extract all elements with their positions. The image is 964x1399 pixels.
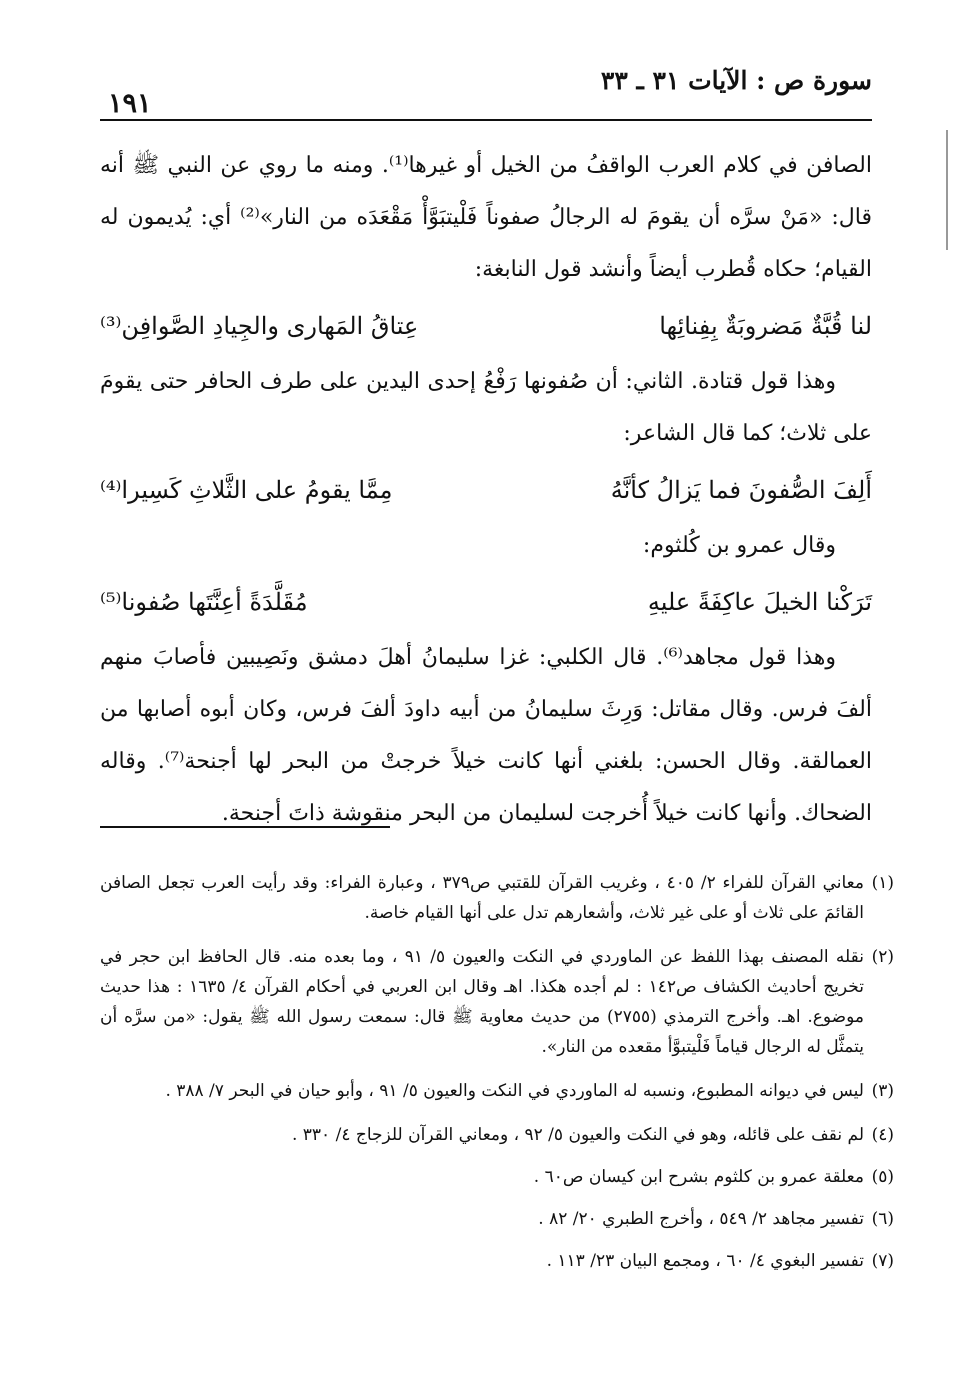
verse-2	[100, 460, 872, 520]
footnote-1	[100, 868, 894, 928]
footnote-number: (١)	[871, 873, 894, 893]
margin-scan-mark	[946, 130, 948, 250]
verse-1	[100, 296, 872, 356]
running-header	[100, 60, 872, 119]
footnote-6	[100, 1204, 894, 1234]
header-rule	[100, 119, 872, 121]
footnote-text: تفسير مجاهد ٢/ ٥٤٩ ، وأخرج الطبري ٢٠/ ٨٢ .	[538, 1209, 864, 1229]
footnote-number: (٥)	[871, 1167, 894, 1187]
verse-1-first-hemistich: لنا قُبَّةٌ مَضروبَةٌ بِفِنائِها	[659, 312, 872, 340]
verse-1-second-hemistich: عِتاقُ المَهارى والجِيادِ الصَّوافِن⁽³⁾	[100, 312, 419, 340]
footnote-5	[100, 1162, 894, 1192]
footnote-number: (٧)	[871, 1251, 894, 1271]
verse-2-first-hemistich: أَلِفَ الصُّفونَ فما يَزالُ كأنَّهُ	[610, 476, 872, 504]
verse-3-first-hemistich: تَرَكْنا الخيلَ عاكِفَةً عليهِ	[647, 588, 872, 616]
page-number: ١٩١	[108, 88, 152, 119]
verse-2-second-hemistich: مِمَّا يقومُ على الثَّلاثِ كَسِيرا⁽⁴⁾	[100, 476, 393, 504]
footnote-number: (٣)	[871, 1081, 894, 1101]
footnote-text: معلقة عمرو بن كلثوم بشرح ابن كيسان ص٦٠ .	[533, 1167, 864, 1187]
paragraph-2: وهذا قول قتادة. الثاني: أن صُفونها رَفْعُ إحدى اليدين على طرف الحافر حتى يقومَ على ثلاث؛ كما قال الشاعر:	[100, 369, 872, 446]
main-text	[100, 140, 872, 840]
paragraph-4: وهذا قول مجاهد⁽⁶⁾. قال الكلبي: غزا سليمانُ أهلَ دمشق ونَصِيبين فأصابَ منهم ألفَ فرس. وقال مقاتل: وَرِثَ سليمانُ من أبيه داودَ ألفَ فرس، وكان أبوه أصابها من العمالقة. وقال الحسن: بلغني أنها كانت خيلاً خرجتْ من البحر لها أجنحة⁽⁷⁾. وقاله الضحاك. وأنها كانت خيلاً أُخرجت لسليمان من البحر منقوشة ذاتَ أجنحة.	[100, 645, 873, 826]
footnote-text: ليس في ديوانه المطبوع، ونسبه له الماوردي في النكت والعيون ٥/ ٩١ ، وأبو حيان في البحر ٧/ ٣٨٨ .	[165, 1081, 864, 1101]
footnote-4	[100, 1120, 894, 1150]
verse-3	[100, 572, 872, 632]
footnote-text: لم نقف على قائله، وهو في النكت والعيون ٥/ ٩٢ ، ومعاني القرآن للزجاج ٤/ ٣٣٠ .	[291, 1125, 864, 1145]
footnote-number: (٢)	[871, 947, 894, 967]
footnote-text: معاني القرآن للفراء ٢/ ٤٠٥ ، وغريب القرآن للقتبي ص٣٧٩ ، وعبارة الفراء: وقد رأيت العرب تجعل الصافن القائمَ على ثلاث أو على غير ثلاث، وأشعارهم تدل على أنها القيام خاصة.	[100, 873, 864, 923]
footnote-7	[100, 1246, 894, 1276]
footnote-text: نقله المصنف بهذا اللفظ عن الماوردي في النكت والعيون ٥/ ٩١ ، وما بعده منه. قال الحافظ ابن حجر في تخريج أحاديث الكشاف ص١٤٢ : لم أجده هكذا. اهـ وقال ابن العربي في أحكام القرآن ٤/ ١٦٣٥ : هذا حديث موضوع. اهـ. وأخرج الترمذي (٢٧٥٥) من حديث معاوية ﷺ قال: سمعت رسول الله ﷺ يقول: «من سرَّه أن يتمثَّل له الرجال قياماً فَلْيتبوَّأ مقعده من النار».	[100, 947, 864, 1057]
header-title: سورة ص : الآيات ٣١ ـ ٣٣	[600, 66, 872, 95]
paragraph-1: الصافن في كلام العرب الواقفُ من الخيل أو غيرها⁽¹⁾. ومنه ما روي عن النبي ﷺ أنه قال: «مَنْ سرَّه أن يقومَ له الرجالُ صفوناً فَلْيتبَوَّأْ مَقْعَدَه من النار»⁽²⁾ أي: يُديمون له القيام؛ حكاه قُطرب أيضاً وأنشد قول النابغة:	[100, 153, 872, 282]
verse-3-second-hemistich: مُقَلَّدَةً أعِنَّتَها صُفونا⁽⁵⁾	[100, 588, 308, 616]
footnote-2	[100, 942, 894, 1062]
paragraph-3: وقال عمرو بن كُلثوم:	[642, 533, 836, 558]
footnote-separator	[100, 826, 390, 828]
footnote-3	[100, 1076, 894, 1106]
footnote-text: تفسير البغوي ٤/ ٦٠ ، ومجمع البيان ٢٣/ ١١٣ .	[546, 1251, 864, 1271]
footnotes	[100, 868, 894, 1288]
footnote-number: (٤)	[871, 1125, 894, 1145]
footnote-number: (٦)	[871, 1209, 894, 1229]
